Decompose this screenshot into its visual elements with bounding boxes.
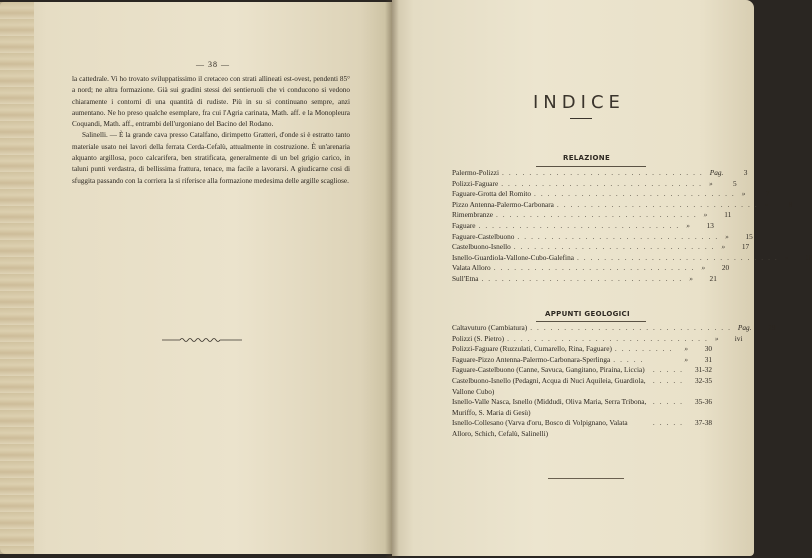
index-title: INDICE [533,92,625,113]
toc-entry: Isnello-Collesano (Varva d'oru, Bosco di Volpignano, Valata Alloro, Schich, Cefalù, Salinelli) ..... 37-38 [452,418,712,438]
toc-entry-prefix: » [703,210,708,220]
paragraph: Salinelli. — È la grande cava presso Catalfano, dirimpetto Gratteri, d'onde si è estratto tanto materiale usato nei lavori della ferrata Cerda-Cefalù, attualmente in costruzione. È un'arenaria alquanto argillosa, poco calcarifera, ben stratificata, generalmente di un bel grigio carico, in taluni punti verdastra, di bellissima frattura, tenace, ma facile a lavorarsi. A giudicarne cosi di sfuggita passando con la corriera la si riferisce alla formazione medesima delle argille scagliose. [72,131,350,185]
toc-entry: Faguare-Castelbuono .............................. » 15 [452,231,753,241]
toc-entry-prefix: » [689,273,693,283]
section-heading-relazione: RELAZIONE [563,154,611,162]
toc-entry-prefix: » [708,178,713,188]
book-gutter [385,0,399,558]
toc-entry: Palermo-Polizzi .............................. Pag. 3 [452,168,748,177]
toc-entry: Sull'Etna .............................. » 21 [452,273,717,283]
toc-entry-title: Faguare-Pizzo Antenna-Palermo-Carbonara-Sperlinga [452,354,611,364]
toc-entry: Faguare-Pizzo Antenna-Palermo-Carbonara-Sperlinga ..... » 31 [452,354,712,364]
toc-entry-prefix: » [741,189,746,199]
toc-entry-page: 31-32 [694,365,712,375]
toc-entry-page: 30 [704,344,712,354]
toc-entry-prefix: » [725,231,729,241]
toc-entry: Faguare-Grotta del Romito .............................. » 7 [452,189,770,199]
closing-rule [548,478,624,479]
toc-entry-prefix: Pag. [737,323,752,332]
toc-entry-page: 32-35 [694,375,712,385]
toc-entry-title: Polizzi-Faguare [452,178,499,188]
toc-entry-page: 18 [805,252,812,262]
toc-entry-page: 13 [706,220,714,230]
toc-entry-page: 15 [745,231,753,241]
toc-entry-title: Castelbuono-Isnello (Pedagni, Acqua di Nuci Aquileia, Guardiola, Vallone Cubo) [452,375,646,396]
toc-entry-prefix: » [784,252,789,262]
toc-entry: Valata Alloro .............................. » 20 [452,263,730,273]
toc-entry-prefix: » [714,333,719,343]
toc-entry-page: 3 [743,168,748,177]
toc-entry-title: Palermo-Polizzi [452,168,500,177]
left-page [0,2,392,554]
body-text [72,74,350,187]
toc-entry-title: Isnello-Guardiola-Vallone-Cubo-Galefina [452,252,574,262]
toc-entry: Rimembranze .............................. » 11 [452,210,732,220]
section-rule [536,321,646,322]
toc-entry-title: Faguare [452,220,476,230]
toc-entry-prefix: » [686,220,690,230]
title-rule [570,118,592,119]
toc-entry: Faguare-Castelbuono (Canne, Savuca, Gangitano, Piraina, Liccia) ..... 31-32 [452,365,712,375]
toc-entry-page: 7 [765,189,770,199]
toc-entry-page: 31 [704,354,712,364]
toc-entry-page: 37-38 [694,418,712,428]
toc-entry: Polizzi (S. Pietro) .............................. » ivi [452,333,743,343]
toc-relazione [452,168,812,285]
toc-entry-page: 35-36 [694,397,712,407]
toc-entry: Caltavuturo (Cambiatura) .............................. Pag. 29 [452,323,776,332]
section-heading-appunti: APPUNTI GEOLOGICI [545,310,630,318]
toc-entry-title: Pizzo Antenna-Palermo-Carbonara [452,199,554,209]
toc-entry-page: ivi [734,333,743,343]
toc-entry-title: Isnello-Valle Nasca, Isnello (Middudi, Oliva Maria, Serra Tribona, Muriffo, S. Maria di Gesù) [452,397,647,417]
toc-entry: Castelbuono-Isnello (Pedagni, Acqua di Nuci Aquileia, Guardiola, Vallone Cubo) ..... 32-35 [452,375,712,396]
toc-appunti [452,323,776,440]
toc-entry-page: 29 [768,323,776,332]
toc-entry-title: Caltavuturo (Cambiatura) [452,323,528,332]
toc-entry: Isnello-Valle Nasca, Isnello (Middudi, Oliva Maria, Serra Tribona, Muriffo, S. Maria di Gesù) ..... 35-36 [452,397,712,417]
toc-entry-title: Castelbuono-Isnello [452,242,511,252]
toc-entry-prefix: » [684,344,688,354]
toc-entry: Faguare .............................. » 13 [452,220,714,230]
toc-entry-title: Isnello-Collesano (Varva d'oru, Bosco di Volpignano, Valata Alloro, Schich, Cefalù, Salinelli) [452,418,628,438]
toc-entry-title: Sull'Etna [452,273,479,283]
end-ornament [162,337,242,343]
toc-entry-title: Polizzi-Faguare (Ruzzulati, Cumarello, Rina, Faguare) [452,344,612,354]
paragraph: la cattedrale. Vi ho trovato sviluppatissimo il cretaceo con strati allineati est-ovest, pendenti 85° a nord; ne altra formazione. Già sui gradini stessi dei sentieruoli che vi conducono si vedono chiaramente i contorni di una quantità di rudiste. Più in su si continuano sempre, anzi aumentano. Ne ho preso qualche esemplare, fra cui l'Agria carinata, Math. aff. e la Monopleura Coquandi, Math. aff., entrambi dell'urgoniano del Bacino del Rodano. [72,75,350,129]
toc-entry-prefix: Pag. [709,168,724,177]
toc-entry-page: 17 [741,242,750,252]
toc-entry-title: Faguare-Castelbuono (Canne, Savuca, Gangitano, Piraina, Liccia) [452,365,645,375]
toc-entry-page: 5 [732,178,737,188]
toc-entry-prefix: » [684,354,688,364]
toc-entry: Polizzi-Faguare .............................. » 5 [452,178,737,188]
toc-entry: Castelbuono-Isnello .............................. » 17 [452,242,750,252]
page-number: — 38 — [196,60,230,69]
toc-entry: Pizzo Antenna-Palermo-Carbonara .............................. » 8 [452,199,793,209]
toc-entry-page: 8 [788,199,793,209]
toc-entry-title: Valata Alloro [452,263,491,273]
toc-entry-prefix: » [701,263,706,273]
toc-entry-title: Faguare-Castelbuono [452,231,515,241]
toc-entry-prefix: » [764,199,769,209]
toc-entry: Polizzi-Faguare (Ruzzulati, Cumarello, Rina, Faguare) ......... » 30 [452,344,712,354]
toc-entry-title: Rimembranze [452,210,493,220]
toc-entry-title: Polizzi (S. Pietro) [452,333,505,343]
section-rule [536,166,646,167]
toc-entry-page: 20 [721,263,730,273]
toc-entry-title: Faguare-Grotta del Romito [452,189,532,199]
toc-entry-prefix: » [721,242,726,252]
toc-entry: Isnello-Guardiola-Vallone-Cubo-Galefina .............................. » 18 [452,252,812,262]
toc-entry-page: 21 [709,273,717,283]
toc-entry-page: 11 [724,210,732,220]
